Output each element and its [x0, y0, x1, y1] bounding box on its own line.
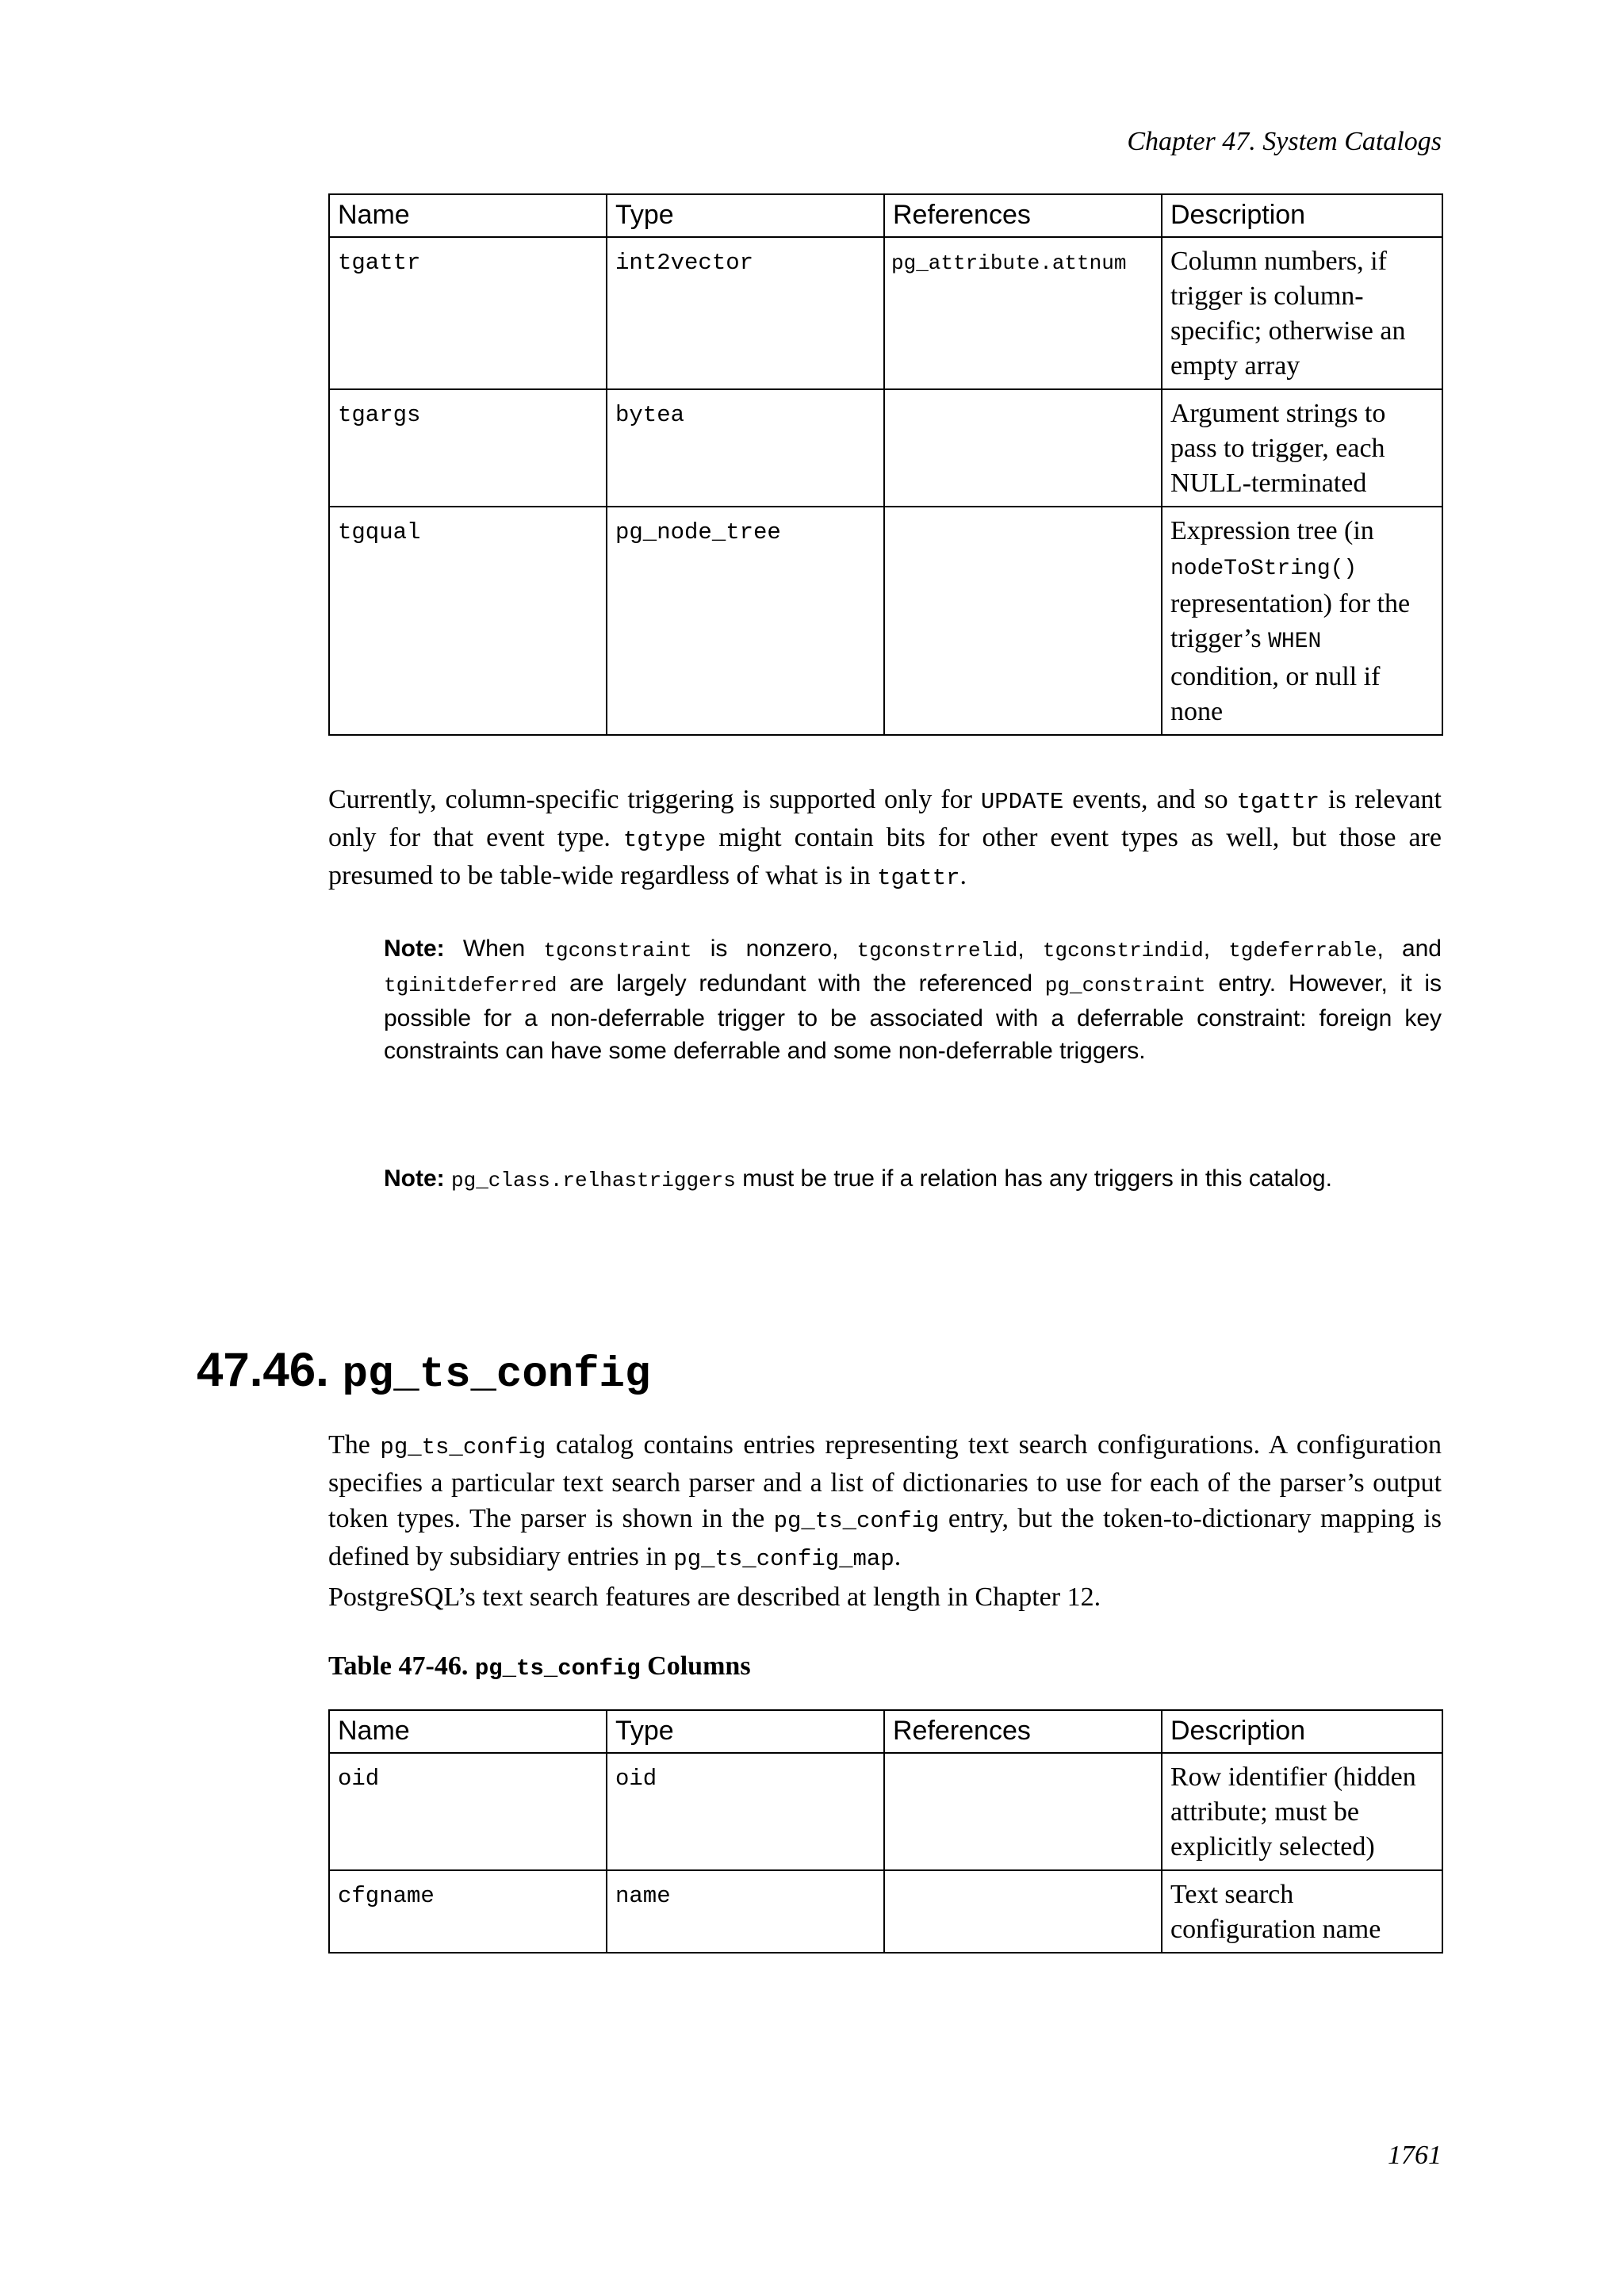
cell-references [884, 1753, 1162, 1870]
column-header-description: Description [1162, 1710, 1442, 1753]
column-header-references: References [884, 194, 1162, 237]
column-header-description: Description [1162, 194, 1442, 237]
text: , and [1377, 936, 1442, 962]
text: entry. However, it is possible for a non-deferrable trigger to be associated with a deferrable constraint: foreign key constraints can have some deferrable and some non-deferrable triggers. [384, 970, 1442, 1064]
text: . [894, 1542, 902, 1571]
desc-text: condition, or null if none [1170, 662, 1381, 726]
text: , [1017, 936, 1043, 962]
cell-type: bytea [607, 389, 884, 507]
code: tgconstrrelid [856, 939, 1018, 962]
note-relhastriggers [384, 1162, 1442, 1197]
table-caption [328, 1649, 751, 1686]
cell-description [1162, 507, 1442, 735]
table-row [329, 507, 1442, 735]
code: tgdeferrable [1228, 939, 1377, 962]
cell-description: Argument strings to pass to trigger, each NULL-terminated [1162, 389, 1442, 507]
desc-code: WHEN [1268, 629, 1322, 654]
desc-text: representation) for the trigger’s [1170, 589, 1411, 653]
text: events, and so [1063, 785, 1237, 814]
text: are largely redundant with the referenced [557, 970, 1045, 997]
table-row [329, 389, 1442, 507]
cell-name: tgqual [329, 507, 607, 735]
table-header-row [329, 194, 1442, 237]
code: UPDATE [980, 789, 1064, 815]
caption-suffix: Columns [640, 1651, 751, 1681]
note-label: Note: [384, 1165, 445, 1192]
body-paragraph-text-search-ref: PostgreSQL’s text search features are described at length in Chapter 12. [328, 1582, 1101, 1612]
table-row [329, 1870, 1442, 1953]
code: pg_class.relhastriggers [451, 1169, 736, 1192]
page-number: 1761 [1388, 2141, 1442, 2170]
column-header-type: Type [607, 1710, 884, 1753]
pg-trigger-columns-table-continued [328, 193, 1443, 736]
cell-name: tgargs [329, 389, 607, 507]
cell-references: pg_attribute.attnum [884, 237, 1162, 389]
caption-code: pg_ts_config [474, 1655, 641, 1682]
section-name: pg_ts_config [342, 1351, 651, 1399]
cell-type: pg_node_tree [607, 507, 884, 735]
body-paragraph-column-triggering [328, 782, 1442, 896]
code: tgattr [1236, 789, 1320, 815]
running-header: Chapter 47. System Catalogs [1127, 127, 1442, 156]
code: tgconstraint [543, 939, 692, 962]
text: is nonzero, [691, 936, 857, 962]
cell-type: oid [607, 1753, 884, 1870]
cell-name: cfgname [329, 1870, 607, 1953]
column-header-name: Name [329, 1710, 607, 1753]
caption-prefix: Table 47-46. [328, 1651, 475, 1681]
section-heading [197, 1338, 650, 1407]
text: . [959, 861, 967, 890]
code: pg_ts_config [773, 1508, 940, 1534]
table-header-row [329, 1710, 1442, 1753]
code: tgattr [877, 865, 960, 891]
section-number: 47.46. [197, 1343, 329, 1396]
column-header-name: Name [329, 194, 607, 237]
table-row [329, 237, 1442, 389]
cell-references [884, 507, 1162, 735]
text: might contain bits for other event types as well, but those are presumed to be table-wide regardless of what is in [328, 823, 1442, 890]
text: When [444, 936, 544, 962]
note-label: Note: [384, 936, 445, 962]
text: catalog contains entries representing text search configurations. A configuration specifies a particular text search parser and a list of dictionaries to use for each of the parser’s output token types. The parser is shown in the [328, 1430, 1442, 1533]
body-paragraph-pg-ts-config [328, 1427, 1442, 1577]
code: tgtype [622, 827, 707, 853]
cell-name: oid [329, 1753, 607, 1870]
cell-name: tgattr [329, 237, 607, 389]
code: pg_ts_config_map [673, 1546, 894, 1572]
cell-references [884, 1870, 1162, 1953]
code: tgconstrindid [1042, 939, 1204, 962]
column-header-references: References [884, 1710, 1162, 1753]
cell-description: Text search configuration name [1162, 1870, 1442, 1953]
code: pg_ts_config [380, 1434, 546, 1460]
desc-code: nodeToString() [1170, 557, 1358, 581]
note-tgconstraint [384, 932, 1442, 1067]
desc-text: Expression tree (in [1170, 516, 1374, 545]
text: entry, but the token-to-dictionary mapping is defined by subsidiary entries in [328, 1504, 1442, 1571]
cell-references [884, 389, 1162, 507]
text: is relevant only for that event type. [328, 785, 1442, 852]
pg-ts-config-columns-table [328, 1709, 1443, 1954]
text: Currently, column-specific triggering is supported only for [328, 785, 981, 814]
cell-type: name [607, 1870, 884, 1953]
table-row [329, 1753, 1442, 1870]
cell-description: Column numbers, if trigger is column-specific; otherwise an empty array [1162, 237, 1442, 389]
text: must be true if a relation has any triggers in this catalog. [735, 1165, 1332, 1192]
text: The [328, 1430, 381, 1460]
text: , [1203, 936, 1229, 962]
column-header-type: Type [607, 194, 884, 237]
cell-type: int2vector [607, 237, 884, 389]
code: tginitdeferred [384, 974, 557, 997]
cell-description: Row identifier (hidden attribute; must be explicitly selected) [1162, 1753, 1442, 1870]
code: pg_constraint [1044, 974, 1206, 997]
